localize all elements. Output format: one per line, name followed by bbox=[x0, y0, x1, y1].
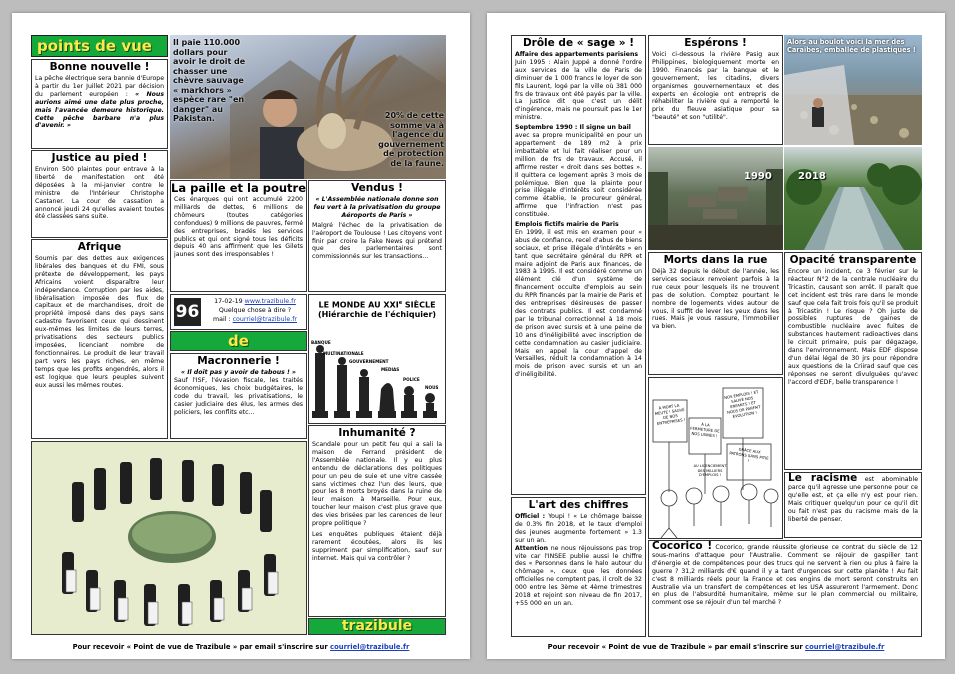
bonne-nouvelle-quote: « Nous aurions aimé une date plus proche, mais l'avancée demeure historique. Cette pêche barbare n'a plus d'avenir. » bbox=[35, 90, 164, 130]
de-banner bbox=[170, 331, 307, 351]
esperons-text: Voici ci-dessous la rivière Pasig aux Philippines, biologiquement morte en 1990. Financés par la banque et le gouvernement, les citadins, divers organismes gouvernementaux et des experts en écologie ont entrepris de réhabiliter la rivière qui a remporté le prix du fleuve asiatique pour sa "beauté" et son "utilité". bbox=[652, 51, 779, 122]
inhumanite-text: Scandale pour un petit feu qui a sali la maison de Ferrand président de l'Assemblée nationale. Il y eu plus entendu de déclarations des politiques pour un peu de suie et une vitre cassée sans victimes chez l'un des leurs, que pour les 8 morts broyés dans la ruine de leur maison à Marseille. Pour eux, toucher leur maison c'est plus grave que des vies brisées par les carences de leur propre politique ? bbox=[312, 441, 442, 528]
issue-mail-link[interactable]: courriel@trazibule.fr bbox=[232, 316, 298, 323]
markhor-photo bbox=[170, 35, 446, 179]
chess-cartoon bbox=[308, 294, 446, 424]
esperons-article bbox=[648, 35, 783, 145]
afrique-title: Afrique bbox=[77, 241, 122, 253]
cartoon-sign-5: GRÂCE AUX PATRONS SANS PITIÉ ! bbox=[729, 446, 769, 464]
macronnerie-title: Macronnerie ! bbox=[197, 355, 280, 367]
afrique-article bbox=[31, 239, 168, 439]
police-cartoon bbox=[31, 441, 307, 635]
macronnerie-text: Sauf l'ISF, l'évasion fiscale, les traités économiques, les choix budgétaires, le code du travail, les privatisations, le casier judiciaire des élus, les armes des policiers, les conflits etc... bbox=[174, 376, 303, 416]
cocorico-article bbox=[648, 540, 922, 637]
drole-para-2: avec sa propre municipalité en pour un appartement de 189 m2 à prix imbattable et lui fait réaliser pour un million de frs de travaux. Accusé, il affirme rester « droit dans ses bottes ». Il quittera ce logement après 3 mois de polémique. Bien que la plainte pour prise illégale d'intérêts soit considérée comme établie, le procureur général, affirme que l'infraction n'est pas constituée. bbox=[515, 132, 642, 219]
morts-title: Morts dans la rue bbox=[663, 254, 768, 266]
bonne-nouvelle-article bbox=[31, 59, 168, 149]
banner-title: points de vue bbox=[37, 37, 152, 55]
year-2018-label: 2018 bbox=[798, 171, 826, 182]
art-chiffres-lead: Officiel : bbox=[515, 513, 546, 520]
bonne-nouvelle-title: Bonne nouvelle ! bbox=[49, 61, 150, 73]
paille-title: La paille et la poutre bbox=[171, 181, 307, 195]
vendus-article bbox=[308, 180, 446, 292]
afrique-text: Soumis par des dettes aux exigences libérales des banques et du FMI, sous prétexte de développement, les pays Africains voient disparaître leur indépendance. Corruption par les aides, libéralisation imposée des flux de capitaux et de marchandises, droit de propriété imposé dans des pays sans cadastre favorisent ceux qui dessinent eux-mêmes les limites de leurs terres, privatisations des secteurs publics imposées, licenciant nombre de fonctionnaires. Le produit de leur travail part vers les pays riches, en même temps que les profits engendrés, alors il est logique que leurs peuples suivent eux aussi les mêmes routes. bbox=[35, 255, 164, 389]
esperons-title: Espérons ! bbox=[684, 37, 747, 49]
river-1990-photo bbox=[648, 147, 783, 250]
art-chiffres-para-2: ne nous réjouissons pas trop vite car l'INSEE publie aussi le chiffre des « Personnes dans le halo autour du chômage », ceux que les données officielles ne comptent pas, il croît de 32 000 entre les 3ème et 4ème trimestres 2018 et rejoint son niveau de fin 2017, +55 000 en un an. bbox=[515, 544, 643, 607]
issue-number: 96 bbox=[174, 298, 201, 326]
river-2018-photo bbox=[784, 147, 922, 250]
de-text: de bbox=[228, 332, 249, 350]
chess-label-police: POLICE bbox=[403, 377, 420, 382]
art-chiffres-title: L'art des chiffres bbox=[528, 499, 629, 511]
cartoon-sign-4: AU LICENCIEMENT DES MILLIERS D'EMPLOIS ! bbox=[693, 464, 727, 478]
trazibule-text: trazibule bbox=[341, 618, 413, 634]
river-1990-illustration bbox=[648, 147, 783, 250]
footer-right-text: Pour recevoir « Point de vue de Trazibule » par email s'inscrire sur bbox=[547, 643, 806, 651]
issue-question: Quelque chose à dire ? bbox=[218, 307, 292, 314]
issue-mail-label: mail : bbox=[212, 316, 233, 323]
chess-label-medias: MEDIAS bbox=[381, 367, 400, 372]
drole-article bbox=[511, 35, 646, 495]
plastic-sea-photo bbox=[784, 35, 922, 145]
footer-right bbox=[487, 643, 945, 651]
vendus-title: Vendus ! bbox=[351, 182, 403, 194]
cartoon-sign-2: À LA FERMETURE DE NOS USINES ! bbox=[690, 421, 720, 439]
paille-article bbox=[170, 180, 307, 292]
drole-para-1: Juin 1995 : Alain Juppé a donné l'ordre aux services de la ville de Paris de diminuer de 1 000 francs le loyer de son fils Laurent, logé par la ville où 381 000 frs de travaux ont été payés par la ville. La justice dit que c'est un délit d'ingérence, mais ne poursuit pas le 1er ministre. bbox=[515, 58, 642, 122]
markhor-caption: Il paie 110.000 dollars pour avoir le droit de chasser une chèvre sauvage « markhors » espèce rare "en danger" au Pakistan. bbox=[173, 38, 246, 123]
site-link[interactable]: www.trazibule.fr bbox=[244, 298, 296, 305]
chess-pieces bbox=[309, 323, 446, 424]
vendus-quote: « L'Assemblée nationale donne son feu vert à la privatisation du groupe Aéroports de Paris » bbox=[313, 196, 441, 219]
chess-title-1: LE MONDE AU XXI bbox=[318, 300, 399, 310]
art-chiffres-lead-2: Attention bbox=[515, 544, 549, 552]
opacite-article bbox=[784, 252, 922, 470]
trazibule-banner bbox=[308, 618, 446, 635]
chess-label-banque: BANQUE bbox=[311, 340, 331, 345]
year-1990-label: 1990 bbox=[744, 171, 772, 182]
footer-left-text: Pour recevoir « Point de vue de Trazibule » par email s'inscrire sur bbox=[72, 643, 331, 651]
opacite-title: Opacité transparente bbox=[789, 254, 917, 266]
chess-title-1b: SIÈCLE bbox=[402, 300, 436, 310]
cocorico-title: Cocorico ! bbox=[652, 540, 713, 552]
morts-article bbox=[648, 252, 783, 375]
justice-article bbox=[31, 150, 168, 238]
drole-para-3: En 1999, il est mis en examen pour « abus de confiance, recel d'abus de biens sociaux, et prise illégale d'intérêts » en tant que secrétaire général du RPR et maire adjoint de Paris aux finances, de 1983 à 1995. Il est considéré comme un élément clé d'un système de financement occulte d'emplois au sein du RPR financés par la mairie de Paris et des entreprises désireuses de passer des contrats publics. Il est condamné par le tribunal correctionnel à 18 mois de prison avec sursis et à une peine de 10 ans d'inéligibilité avec inscription de cette condamnation au casier judiciaire. Mais en appel la cour d'appel de Versailles, réduit la condamnation à 14 mois de prison avec sursis et un an d'inéligibilité. bbox=[515, 228, 642, 379]
cartoon-sign-1: À MORT LA MEUTE ! SAUVÉ DE NOS ENTREPRISES ! bbox=[654, 402, 686, 426]
chess-title-sup: e bbox=[398, 300, 403, 306]
drole-subtitle-2: Septembre 1990 : Il signe un bail bbox=[515, 124, 631, 132]
vendus-text: Malgré l'échec de la privatisation de l'aéroport de Toulouse ! Les citoyens vont finir par croire la Fake News qui prétend que des parlementaires sont commissionnés sur les transactions... bbox=[312, 221, 442, 261]
issue-info bbox=[170, 294, 307, 330]
drole-title: Drôle de « sage » ! bbox=[522, 37, 635, 49]
footer-left bbox=[12, 643, 470, 651]
racisme-text: est abominable parce qu'il agresse une personne pour ce qu'elle est, et ça elle n'y est pour rien. Mais critiquer quelqu'un pour ce qu'il dit ou fait n'est pas du racisme mais de la liberté de penser. bbox=[788, 476, 918, 523]
river-2018-illustration bbox=[784, 147, 922, 250]
chess-label-nous: NOUS bbox=[425, 385, 439, 390]
macronnerie-quote: « Il doit pas y avoir de tabous ! » bbox=[181, 369, 296, 376]
markhor-caption-2: 20% de cette somme va à l'agence du gouvernement de protection de la faune. bbox=[378, 111, 444, 168]
drole-subtitle-3: Emplois fictifs mairie de Paris bbox=[515, 221, 619, 229]
opacite-text: Encore un incident, ce 3 février sur le réacteur N°2 de la centrale nucléaire du Tricastin, causant son arrêt. Il paraît que cet incident est très rare dans le monde sauf que cela fait trois fois qu'il se produit à Tricastin ! Le risque ? Oh juste de possibles ruptures de gaines de combustible nucléaire avec fuites de substances hautement radioactives dans le circuit primaire, puis par dégazage, dans l'environnement. Mais EDF dispose d'un délai légal de 30 jrs pour répondre aux questions de la Criirad sauf que ces réponses ne seront divulguées qu'avec l'accord d'EDF, belle transparence ! bbox=[788, 268, 918, 386]
art-chiffres-para-1: Youpi ! « Le chômage baisse de 0.3% fin 2018, et le taux d'emploi des jeunes augmente fortement » 1.3 sur un an. bbox=[515, 513, 642, 544]
art-chiffres-article bbox=[511, 497, 646, 637]
chess-label-gouvernement: GOUVERNEMENT bbox=[349, 359, 389, 364]
protest-cartoon bbox=[648, 377, 783, 539]
racisme-title: Le racisme bbox=[788, 472, 858, 484]
justice-text: Environ 500 plaintes pour entrave à la liberté de manifestation ont été déposées à la mi-janvier contre le ministre de l'Intérieur Christophe Castaner. La cour de cassation a annoncé jeudi 24 qu'elles avaient toutes été classées sans suite. bbox=[35, 166, 164, 221]
cartoon-sign-3: NOS EMPLOIS ! ET SAUVÉ NOS ENFANTS ! ET NOUS DE PARFAIT ÉVOLUTION ! bbox=[723, 389, 761, 419]
morts-text: Déjà 32 depuis le début de l'année, les services sociaux renvoient parfois à la rue ceux pour lesquels ils ne trouvent pas de solution. Comptez pourtant le nombre de logements vides autour de vous, il suffit de lever les yeux dans les rues. Mais je vous rassure, l'immobilier va bien. bbox=[652, 268, 779, 331]
cocorico-text: Cocorico, grande réussite glorieuse ce contrat du siècle de 12 sous-marins d'attaque pour l'Australie. Comment se réjouir de gaspiller tant d'énergie et de compétences pour des trucs qui ne servent à rien ou plus à faire la guerre ? 31,2 milliards d'€ quand il y a tant d'urgences sur cette planète ! Au fait c'est 8 milliards réels pour la France et ces engins de mort seront construits en Australie via un transfert de compétences et les USA assureront l'armement. Donc en plus de l'absurdité humanitaire, même sur le plan commercial ou militaire, comment ose se réjouir d'un tel marché ? bbox=[652, 544, 918, 607]
paille-text: Ces énarques qui ont accumulé 2200 milliards de dettes, 6 millions de chômeurs (toutes catégories confondues) 9 millions de pauvres, fermé des entreprises, bradés les services publics et qui ont signé tous les déficits depuis 40 ans affirment que les Gilets jaunes sont des irresponsables ! bbox=[174, 196, 303, 259]
banner-box bbox=[31, 35, 168, 57]
inhumanite-text-2: Les enquêtes publiques étaient déjà rarement écoutées, alors ils les suppriment par simplification, sauf sur internet. Mais qui va contrôler ? bbox=[312, 530, 442, 562]
drole-subtitle-1: Affaire des appartements parisiens bbox=[515, 51, 639, 58]
inhumanite-title: Inhumanité ? bbox=[338, 427, 416, 439]
justice-title: Justice au pied ! bbox=[51, 152, 148, 164]
chess-title-2: (Hiérarchie de l'échiquier) bbox=[317, 310, 437, 320]
macronnerie-article bbox=[170, 353, 307, 439]
issue-date: 17-02-19 bbox=[214, 298, 243, 305]
inhumanite-article bbox=[308, 425, 446, 617]
footer-right-mail[interactable]: courriel@trazibule.fr bbox=[805, 643, 885, 651]
footer-left-mail[interactable]: courriel@trazibule.fr bbox=[330, 643, 410, 651]
racisme-article bbox=[784, 472, 922, 538]
chess-label-multinationale: MULTINATIONALE bbox=[323, 351, 364, 356]
right-page bbox=[487, 13, 945, 659]
bonne-nouvelle-text: La pêche électrique sera bannie d'Europe à partir du 1er Juillet 2021 par décision du parlement européen : bbox=[35, 75, 164, 98]
plastic-sea-caption: Alors au boulot voici la mer des Caraïbes, emballée de plastiques ! bbox=[787, 38, 916, 54]
left-page bbox=[12, 13, 470, 659]
police-cartoon-illustration bbox=[32, 442, 307, 635]
